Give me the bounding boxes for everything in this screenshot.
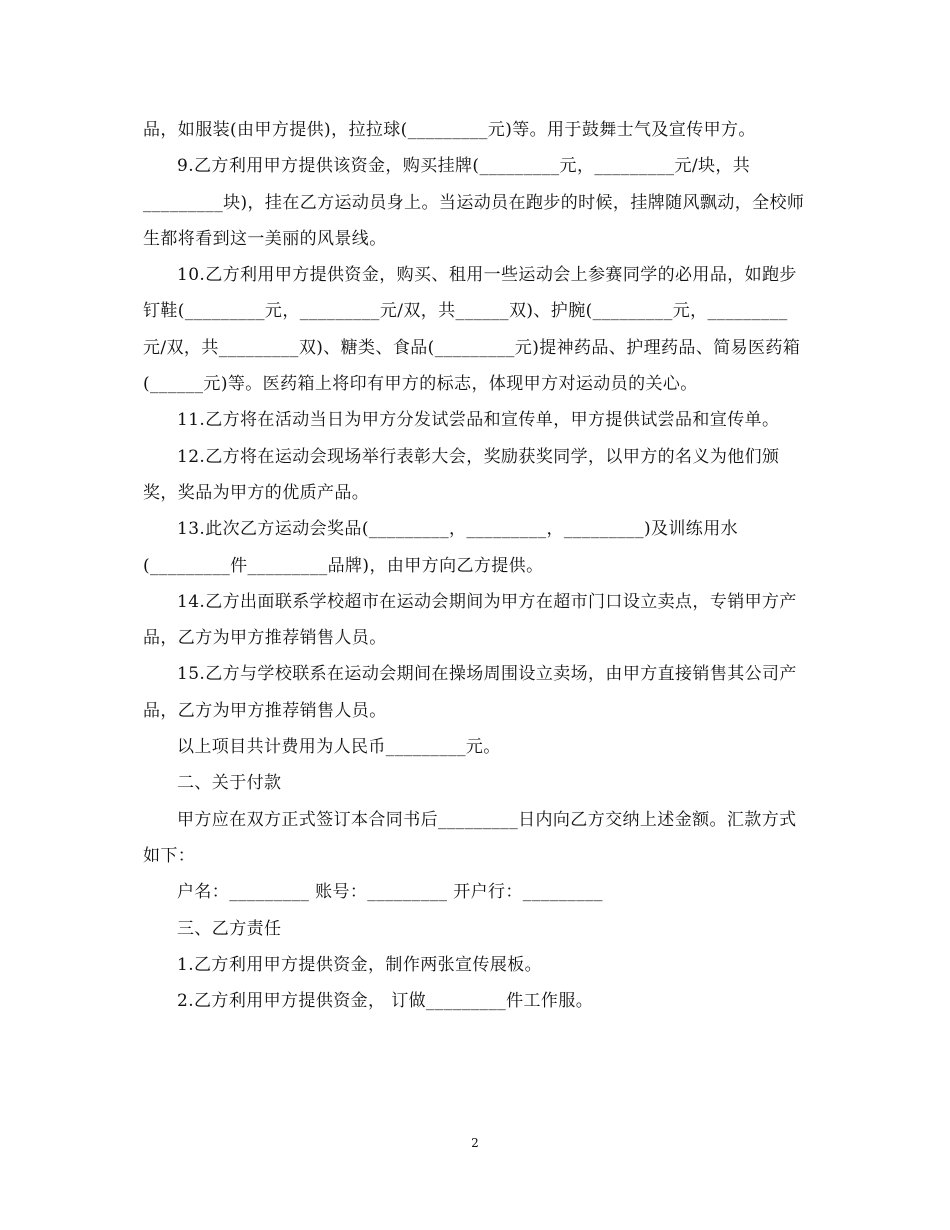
paragraph-item-11: 11.乙方将在活动当日为甲方分发试尝品和宣传单，甲方提供试尝品和宣传单。 [177,410,780,431]
document-body [143,112,808,1019]
paragraph-item-12: 12.乙方将在运动会现场举行表彰大会，奖励获奖同学，以甲方的名义为他们颁奖，奖品为甲方的优质产品。 [143,446,780,503]
paragraph-total-cost: 以上项目共计费用为人民币_________元。 [177,737,501,758]
paragraph-item-9: 9.乙方利用甲方提供该资金，购买挂牌(_________元，_________元/块，共_________块)，挂在乙方运动员身上。当运动员在跑步的时候，挂牌随风飘动，全校师生都将看到这一美丽的风景线。 [143,156,805,249]
paragraph-payment-terms: 甲方应在双方正式签订本合同书后_________日内向乙方交纳上述金额。汇款方式如下： [143,809,797,866]
paragraph-duty-1: 1.乙方利用甲方提供资金，制作两张宣传展板。 [177,954,543,975]
paragraph-item-10: 10.乙方利用甲方提供资金，购买、租用一些运动会上参赛同学的必用品，如跑步钉鞋(_________元，_________元/双，共______双)、护腕(_________元，_________元/双，共_________双)、糖类、食品(_________元)提神药品、护理药品、简易医药箱(______元)等。医药箱上将印有甲方的标志，体现甲方对运动员的关心。 [143,265,801,395]
paragraph-continuation: 品，如服装(由甲方提供)，拉拉球(_________元)等。用于鼓舞士气及宣传甲方。 [143,120,756,140]
paragraph-item-15: 15.乙方与学校联系在运动会期间在操场周围设立卖场，由甲方直接销售其公司产品，乙方为甲方推荐销售人员。 [143,664,797,721]
paragraph-item-13: 13.此次乙方运动会奖品(_________，_________，_________)及训练用水(_________件_________品牌)，由甲方向乙方提供。 [143,519,738,576]
page-number: 2 [471,1136,479,1150]
paragraph-duty-2: 2.乙方利用甲方提供资金， 订做_________件工作服。 [177,991,594,1012]
section-heading-payment: 二、关于付款 [177,773,282,794]
section-heading-party-b-duties: 三、乙方责任 [177,918,282,939]
paragraph-account-info: 户名：_________ 账号：_________ 开户行：_________ [177,882,603,903]
paragraph-item-14: 14.乙方出面联系学校超市在运动会期间为甲方在超市门口设立卖点，专销甲方产品，乙方为甲方推荐销售人员。 [143,591,797,649]
